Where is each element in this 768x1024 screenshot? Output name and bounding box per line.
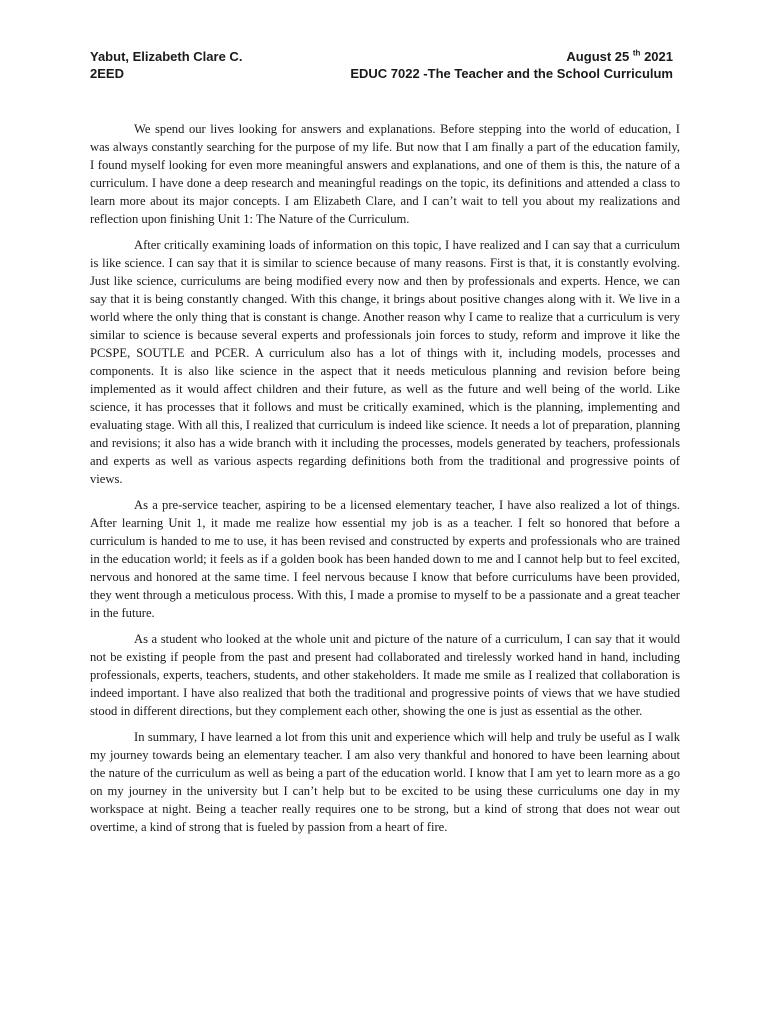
course-title: EDUC 7022 -The Teacher and the School Curriculum [350, 66, 673, 81]
paragraph: As a student who looked at the whole unit and picture of the nature of a curriculum, I can say that it would not be existing if people from the past and present had collaborated and tirelessly worked hand in hand, including professionals, experts, teachers, students, and other stakeholders. It made me smile as I realized that collaboration is indeed important. I have also realized that both the traditional and progressive points of views that we have studied stood in different directions, but they complement each other, showing the one is just as essential as the other. [90, 632, 680, 718]
essay-body [90, 120, 680, 844]
author-name: Yabut, Elizabeth Clare C. [90, 49, 243, 64]
paragraph: After critically examining loads of information on this topic, I have realized and I can say that a curriculum is like science. I can say that it is similar to science because of many reasons. First is that, it is constantly evolving. Just like science, curriculums are being modified every now and then by professionals and experts. Hence, we can say that it is being constantly changed. With this change, it brings about positive changes along with it. We live in a world where the only thing that is constant is change. Another reason why I came to realize that a curriculum is very similar to science is because several experts and professionals join forces to study, reform and improve it like the PCSPE, SOUTLE and PCER. A curriculum also has a lot of things with it, including models, processes and components. It is also like science in the aspect that it needs meticulous planning and revision before being implemented as it would affect children and their future, as well as the future and well being of the world. Like science, it has processes that it follows and must be critically examined, which is the planning, implementing and evaluating stage. With all this, I realized that curriculum is indeed like science. It needs a lot of preparation, planning and revisions; it also has a wide branch with it including the processes, models generated by teachers, professionals and experts as well as various aspects regarding definitions both from the traditional and progressive points of views. [90, 238, 680, 486]
course-block [350, 48, 673, 82]
date-year: 2021 [644, 49, 673, 64]
date-suffix: th [632, 48, 641, 58]
paragraph: As a pre-service teacher, aspiring to be a licensed elementary teacher, I have also realized a lot of things. After learning Unit 1, it made me realize how essential my job is as a teacher. I felt so honored that before a curriculum is handed to me to use, it has been revised and constructed by experts and professionals who are trained in the education world; it feels as if a golden book has been handed down to me and I cannot help but to feel excited, nervous and honored at the same time. I feel nervous because I know that before curriculums have been provided, they went through a meticulous process. With this, I made a promise to myself to be a passionate and a great teacher in the future. [90, 498, 680, 620]
document-date [350, 48, 673, 65]
paragraph: In summary, I have learned a lot from this unit and experience which will help and truly be useful as I walk my journey towards being an elementary teacher. I am also very thankful and honored to have been learning about the nature of the curriculum as well as being a part of the education world. I know that I am yet to learn more as a go on my journey in the university but I can’t help but to be excited to be using these curriculums one day in my workspace at night. Being a teacher really requires one to be strong, but a kind of strong that does not wear out overtime, a kind of strong that is fueled by passion from a heart of fire. [90, 730, 680, 834]
paragraph: We spend our lives looking for answers and explanations. Before stepping into the world of education, I was always constantly searching for the purpose of my life. But now that I am finally a part of the education family, I found myself looking for even more meaningful answers and explanations, and one of them is this, the nature of a curriculum. I have done a deep research and meaningful readings on the topic, its definitions and attended a class to learn more about its major concepts. I am Elizabeth Clare, and I can’t wait to tell you about my realizations and reflection upon finishing Unit 1: The Nature of the Curriculum. [90, 122, 680, 226]
author-section: 2EED [90, 66, 124, 81]
date-day: August 25 [566, 49, 630, 64]
author-block [90, 48, 242, 82]
document-header [90, 48, 673, 82]
